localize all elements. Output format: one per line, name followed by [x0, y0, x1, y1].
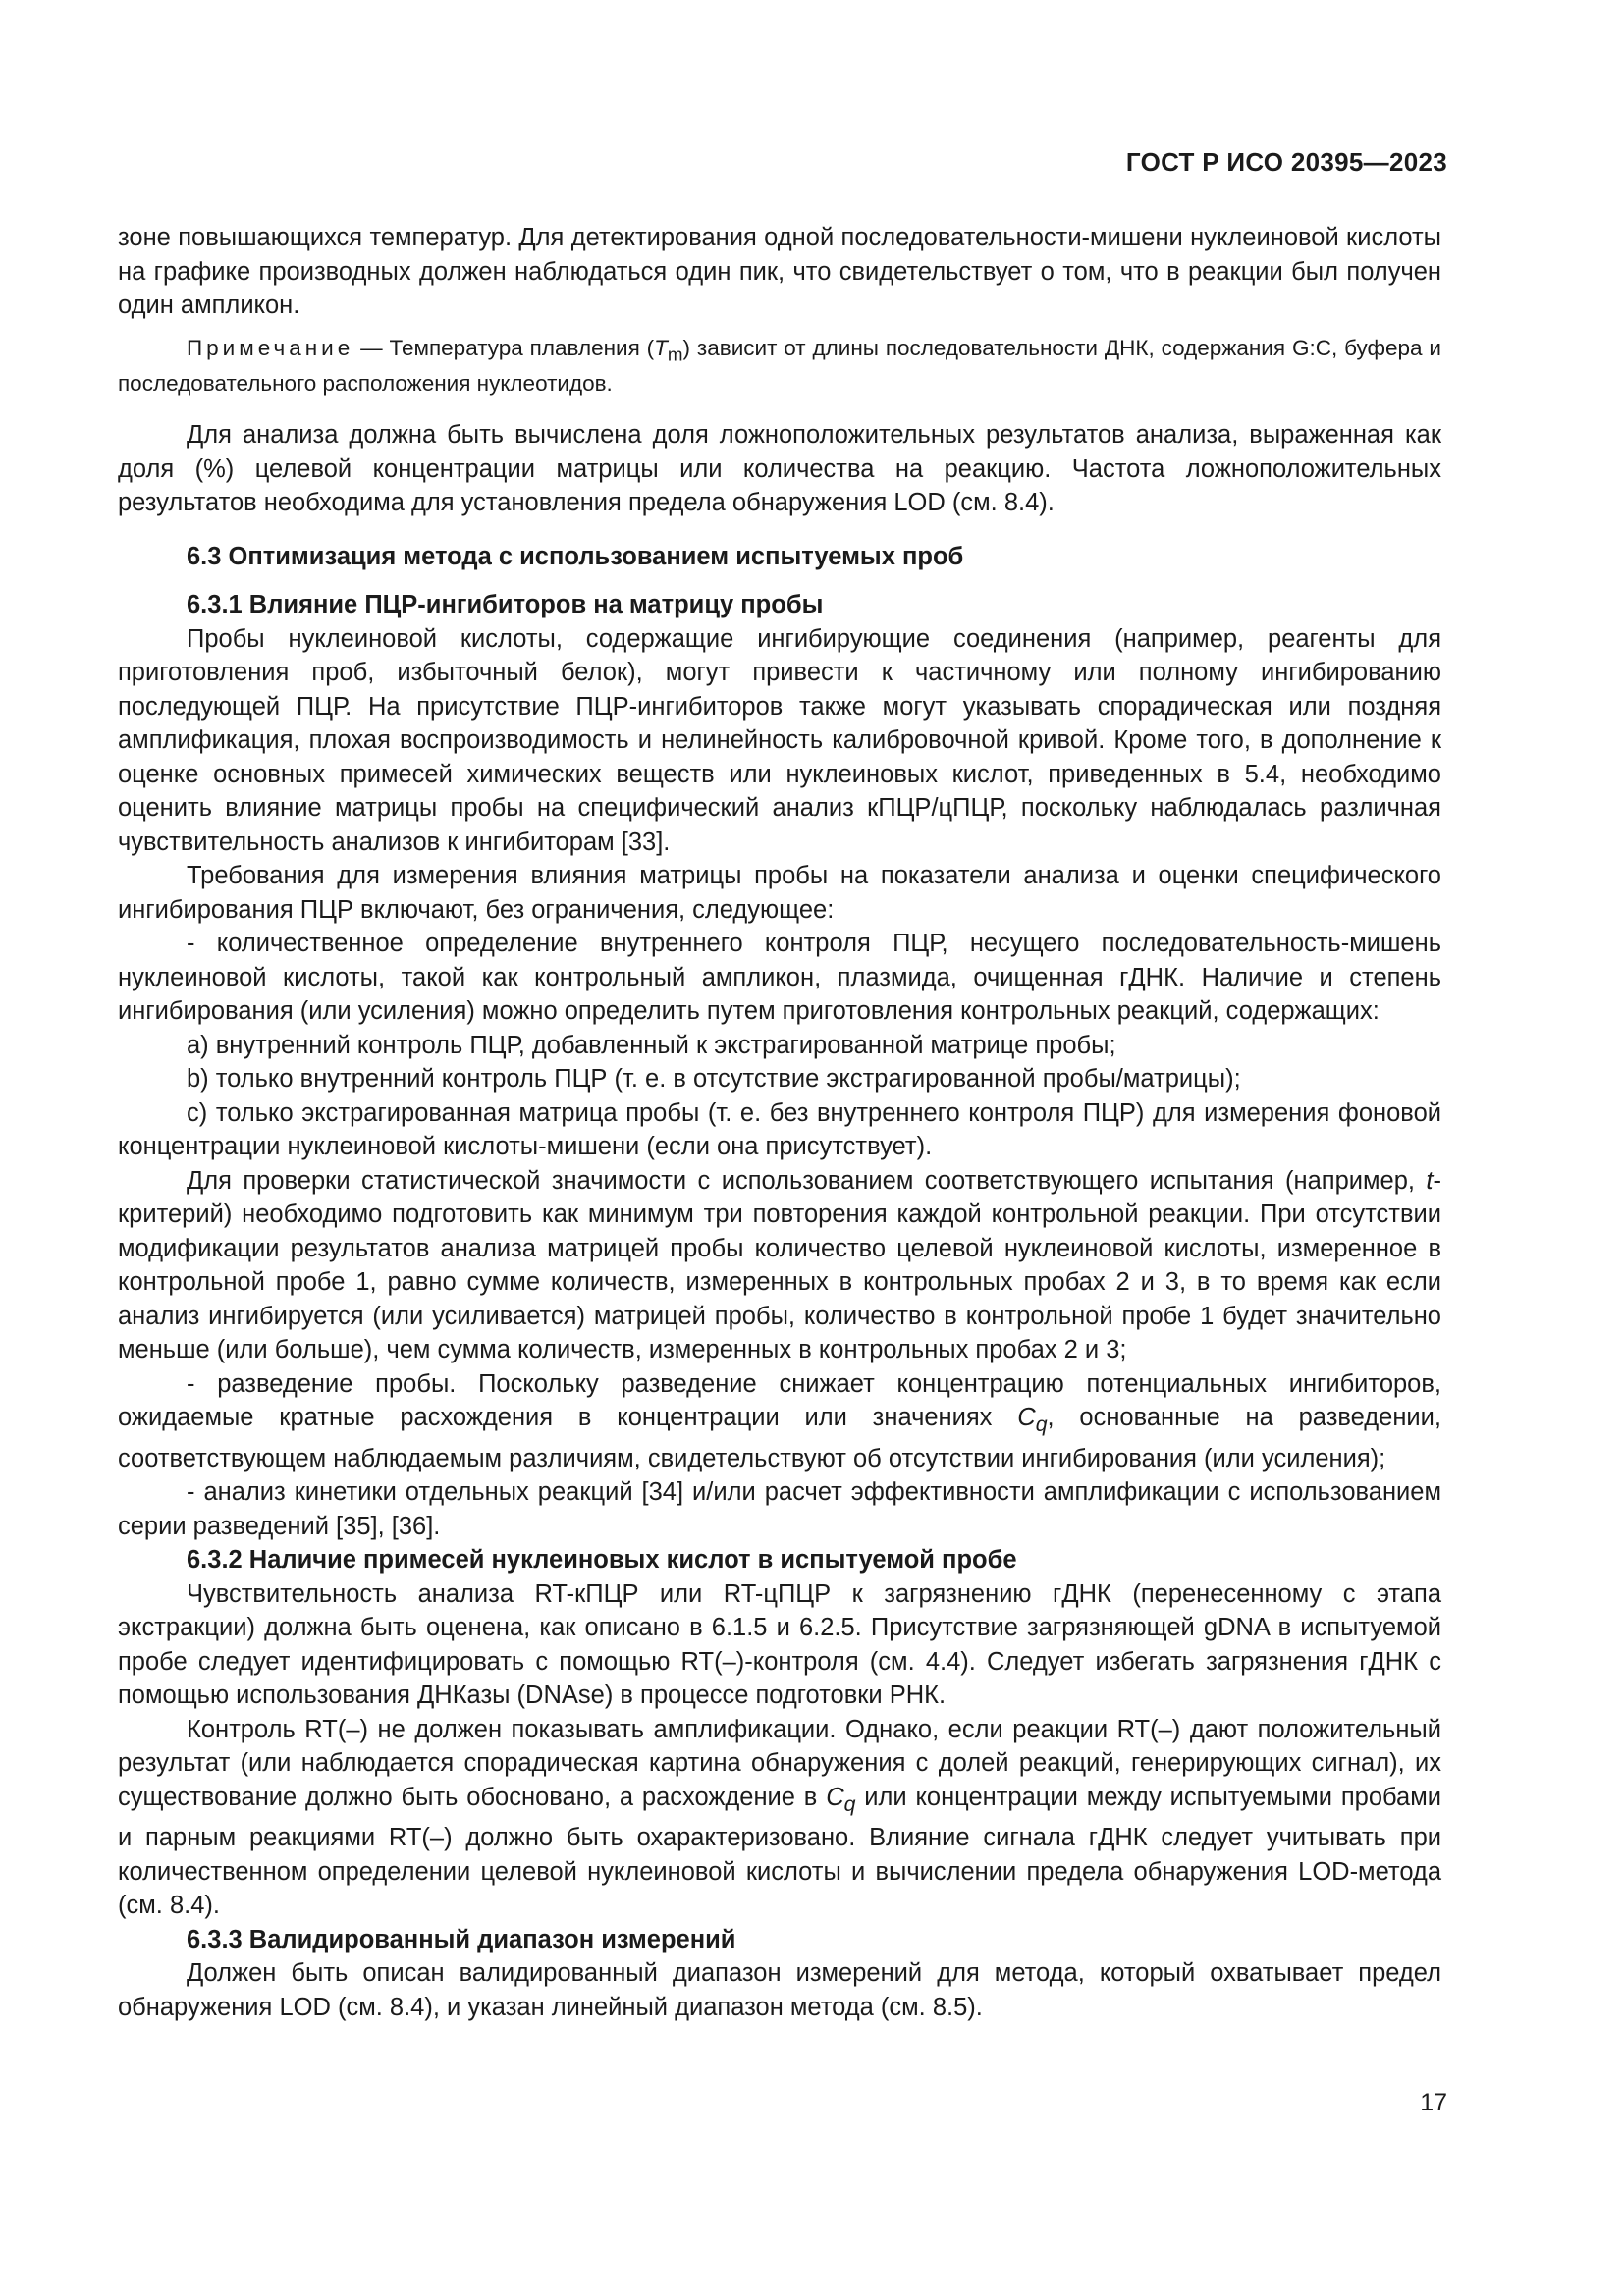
- list-item-a: a) внутренний контроль ПЦР, добавленный к экстрагированной матрице пробы;: [187, 1031, 1116, 1059]
- page-body: [118, 221, 1441, 2024]
- paragraph: - анализ кинетики отдельных реакций [34] и/или расчет эффективности амплификации с использованием серии разведений [35], [36].: [118, 1478, 1441, 1540]
- subscript-m: m: [667, 344, 683, 364]
- text: -критерий) необходимо подготовить как минимум три повторения каждой контрольной реакции. При отсутствии модификации результатов анализа матрицей пробы количество целевой нуклеиновой кислоты, измеренное в контрольной пробе 1, равно сумме количеств, измеренных в контрольных пробах 2 и 3, в то время как если анализ ингибируется (или усиливается) матрицей пробы, количество в контрольной пробе 1 будет значительно меньше (или больше), чем сумма количеств, измеренных в контрольных пробах 2 и 3;: [118, 1166, 1441, 1363]
- note: [118, 334, 1441, 400]
- paragraph: [118, 1713, 1441, 1923]
- list-item-c: c) только экстрагированная матрица пробы (т. е. без внутреннего контроля ПЦР) для измерения фоновой концентрации нуклеиновой кислоты-мишени (если она присутствует).: [118, 1098, 1441, 1160]
- paragraph: [118, 1367, 1441, 1476]
- paragraph: [118, 1164, 1441, 1367]
- note-text: — Температура плавления (: [353, 335, 655, 360]
- paragraph: зоне повышающихся температур. Для детектирования одной последовательности-мишени нуклеиновой кислоты на графике производных должен наблюдаться один пик, что свидетельствует о том, что в реакции был получен один ампликон.: [118, 224, 1441, 319]
- subscript-q: q: [843, 1791, 856, 1816]
- paragraph: Чувствительность анализа RT-кПЦР или RT-цПЦР к загрязнению гДНК (перенесенному с этапа экстракции) должна быть оценена, как описано в 6.1.5 и 6.2.5. Присутствие загрязняющей gDNA в испытуемой пробе следует идентифицировать с помощью RT(–)-контроля (см. 4.4). Следует избегать загрязнения гДНК с помощью использования ДНКазы (DNAse) в процессе подготовки РНК.: [118, 1579, 1441, 1710]
- text: или концентрации между испытуемыми пробами и парным реакциями RT(–) должно быть охарактеризовано. Влияние сигнала гДНК следует учитывать при количественном определении целевой нуклеиновой кислоты и вычислении предела обнаружения LOD-метода (см. 8.4).: [118, 1783, 1441, 1920]
- paragraph: - количественное определение внутреннего контроля ПЦР, несущего последовательность-мишень нуклеиновой кислоты, такой как контрольный ампликон, плазмида, очищенная гДНК. Наличие и степень ингибирования (или усиления) можно определить путем приготовления контрольных реакций, содержащих:: [118, 930, 1441, 1025]
- list-item-b: b) только внутренний контроль ПЦР (т. е. в отсутствие экстрагированной пробы/матрицы);: [187, 1065, 1241, 1093]
- paragraph: Пробы нуклеиновой кислоты, содержащие ингибирующие соединения (например, реагенты для приготовления проб, избыточный белок), могут привести к частичному или полному ингибированию последующей ПЦР. На присутствие ПЦР-ингибиторов также могут указывать спорадическая или поздняя амплификация, плохая воспроизводимость и нелинейность калибровочной кривой. Кроме того, в дополнение к оценке основных примесей химических веществ или нуклеиновых кислот, приведенных в 5.4, необходимо оценить влияние матрицы пробы на специфический анализ кПЦР/цПЦР, поскольку наблюдалась различная чувствительность анализов к ингибиторам [33].: [118, 624, 1441, 856]
- section-heading-6-3-2: 6.3.2 Наличие примесей нуклеиновых кислот в испытуемой пробе: [187, 1546, 1017, 1575]
- section-heading-6-3-3: 6.3.3 Валидированный диапазон измерений: [187, 1925, 736, 1953]
- text: Контроль RT(–) не должен показывать амплификации. Однако, если реакции RT(–) дают положительный результат (или наблюдается спорадическая картина обнаружения с долей реакций, генерирующих сигнал), их существование должно быть обосновано, а расхождение в: [118, 1715, 1441, 1811]
- text: , основанные на разведении, соответствующем наблюдаемым различиям, свидетельствуют об отсутствии ингибирования (или усиления);: [118, 1404, 1441, 1472]
- symbol-t: t: [1426, 1166, 1434, 1195]
- symbol-C: C: [1017, 1404, 1036, 1431]
- paragraph: Требования для измерения влияния матрицы пробы на показатели анализа и оценки специфического ингибирования ПЦР включают, без ограничения, следующее:: [118, 862, 1441, 924]
- text: - разведение пробы. Поскольку разведение снижает концентрацию потенциальных ингибиторов, ожидаемые кратные расхождения в концентрации или значениях: [118, 1369, 1441, 1431]
- note-label: Примечание: [187, 335, 354, 360]
- section-heading-6-3: 6.3 Оптимизация метода с использованием испытуемых проб: [187, 542, 964, 570]
- symbol-C: C: [826, 1783, 844, 1811]
- document-header: ГОСТ Р ИСО 20395—2023: [1125, 147, 1447, 177]
- page-number: 17: [1420, 2089, 1447, 2116]
- subscript-q: q: [1035, 1413, 1048, 1437]
- text: Для проверки статистической значимости с использованием соответствующего испытания (например,: [187, 1166, 1427, 1195]
- section-heading-6-3-1: 6.3.1 Влияние ПЦР-ингибиторов на матрицу пробы: [187, 591, 824, 618]
- note-text: ) зависит от длины последовательности ДНК, содержания G:C, буфера и последовательного расположения нуклеотидов.: [118, 335, 1441, 396]
- paragraph: Должен быть описан валидированный диапазон измерений для метода, который охватывает предел обнаружения LOD (см. 8.4), и указан линейный диапазон метода (см. 8.5).: [118, 1959, 1441, 2021]
- symbol-T: T: [654, 335, 668, 360]
- paragraph: Для анализа должна быть вычислена доля ложноположительных результатов анализа, выраженная как доля (%) целевой концентрации матрицы или количества на реакцию. Частота ложноположительных результатов необходима для установления предела обнаружения LOD (см. 8.4).: [118, 421, 1441, 516]
